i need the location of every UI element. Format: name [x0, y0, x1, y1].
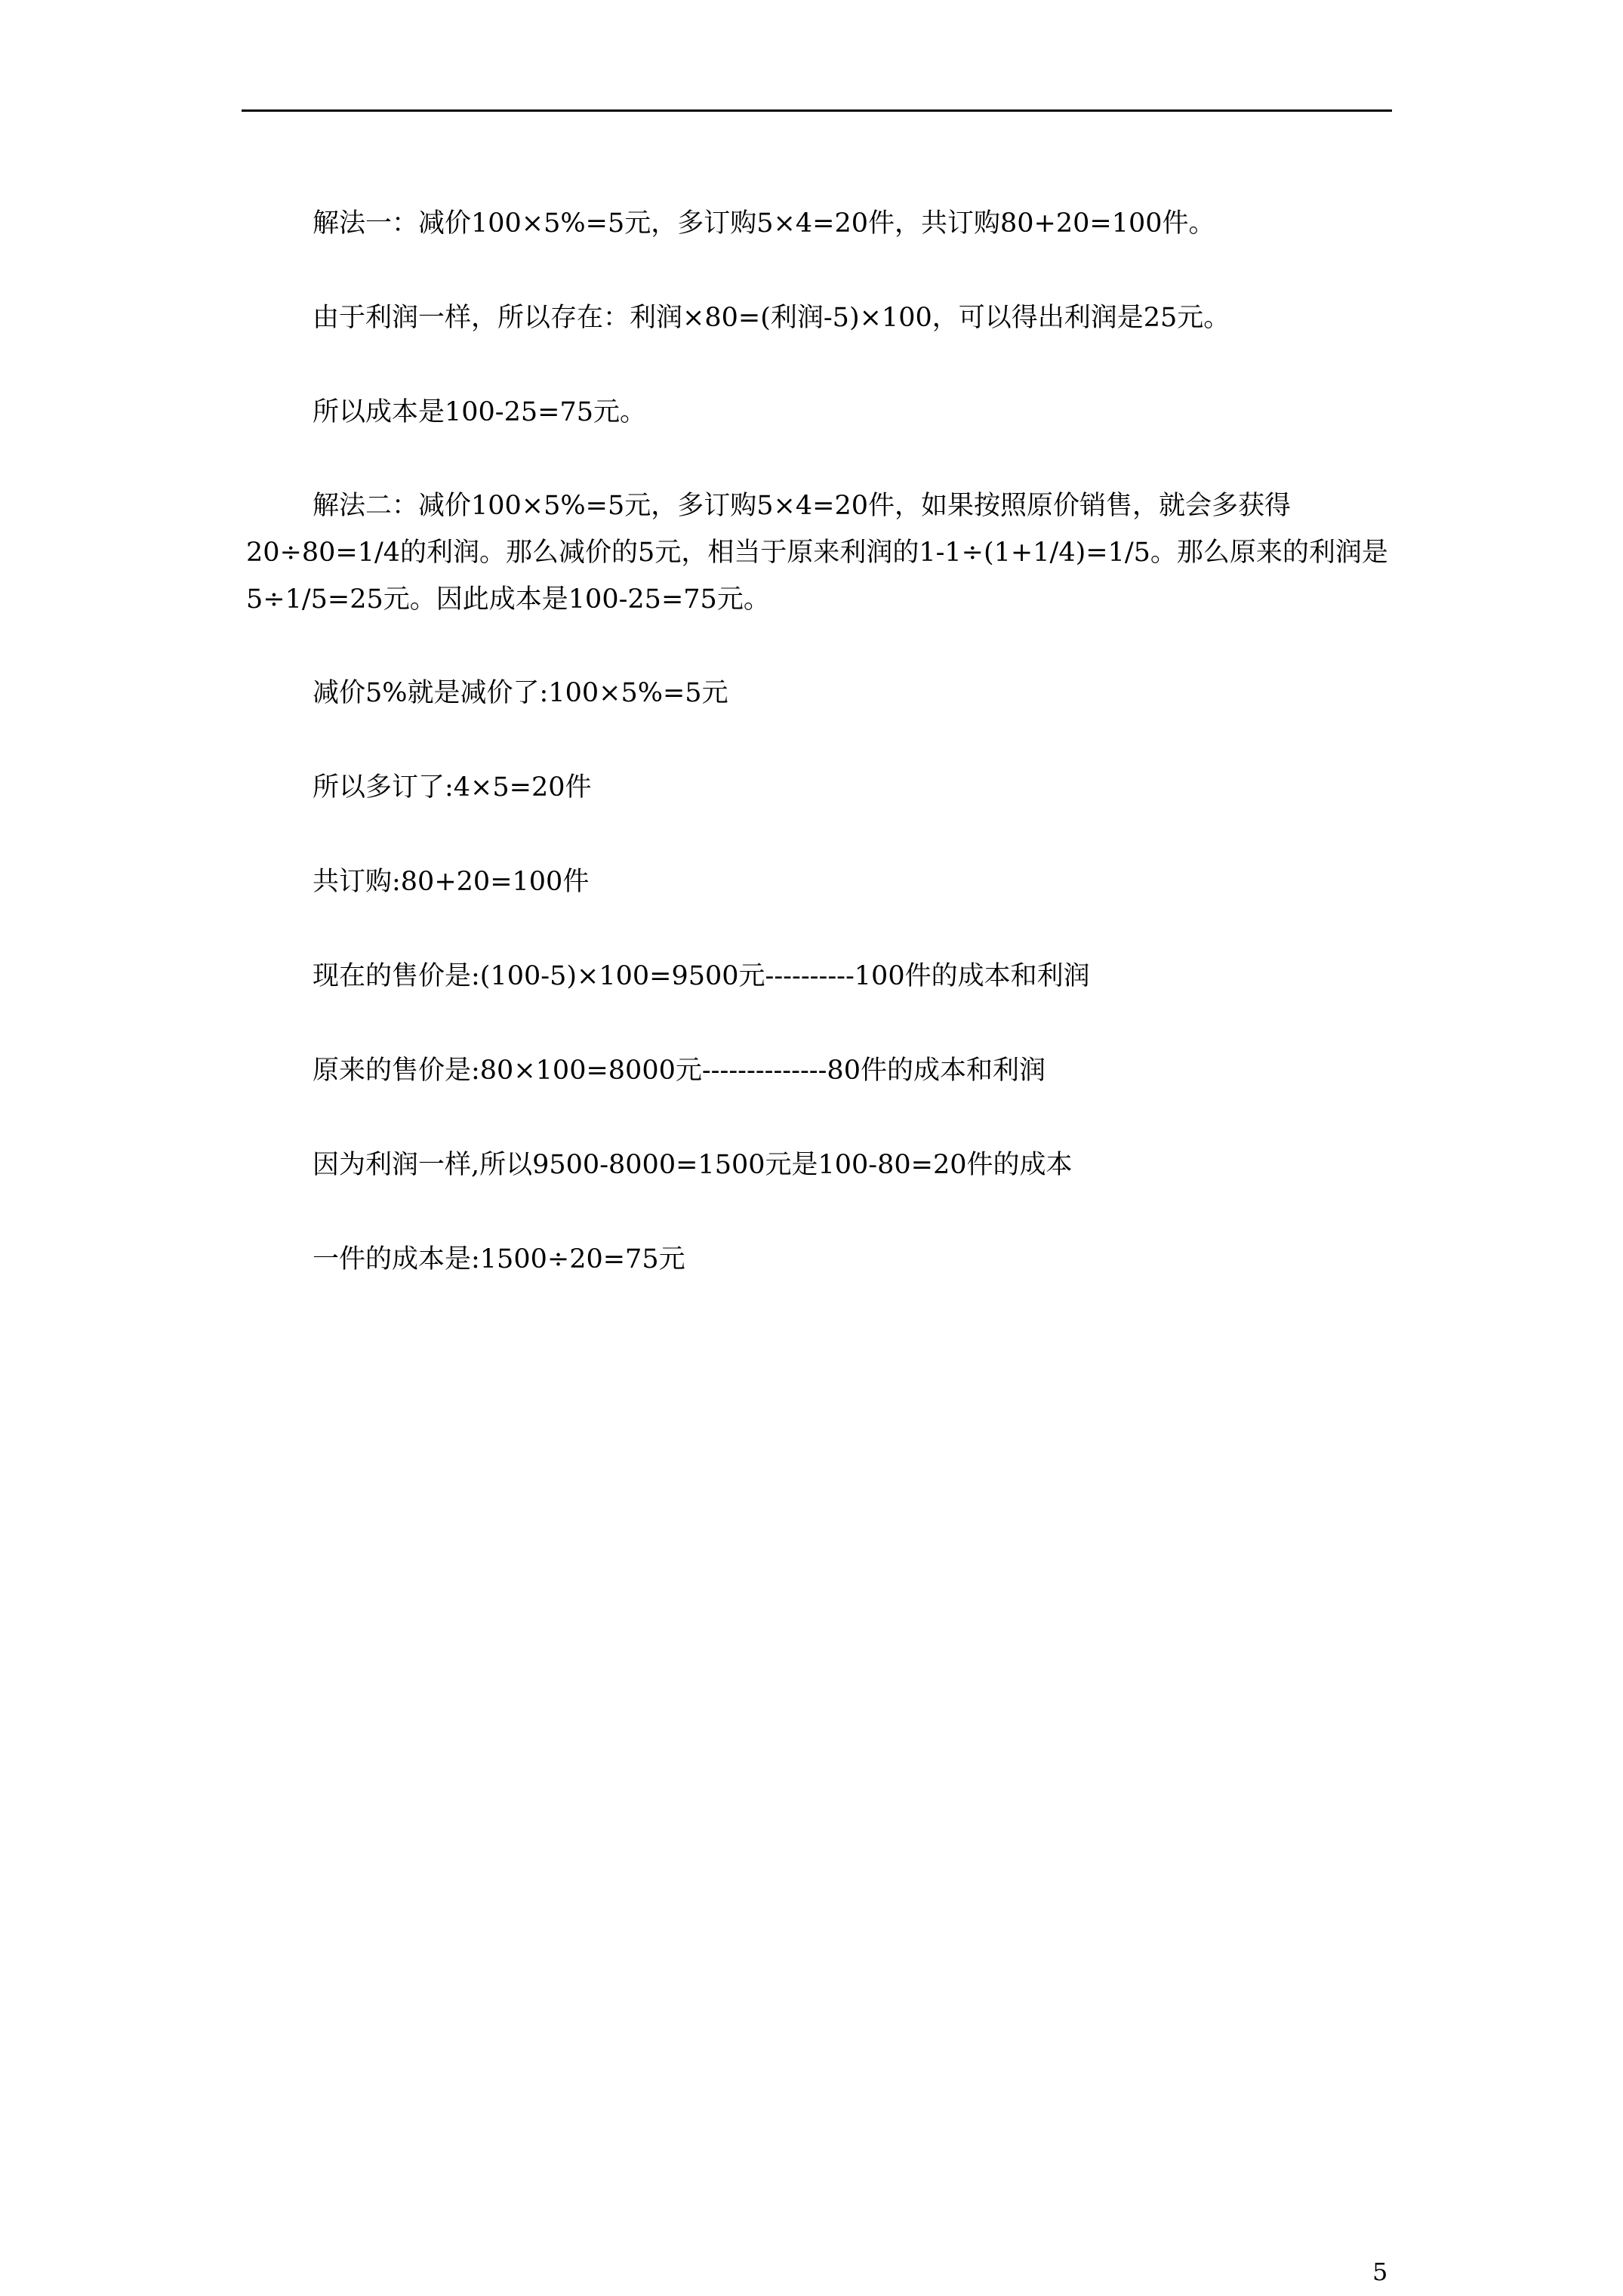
paragraph-total-orders: 共订购:80+20=100件: [313, 867, 590, 897]
page-number: 5: [1372, 2257, 1388, 2286]
document-body: [246, 199, 1392, 1330]
paragraph-profit-equation: 由于利润一样，所以存在：利润×80=(利润-5)×100，可以得出利润是25元。: [313, 303, 1230, 333]
paragraph-original-price: 原来的售价是:80×100=8000元--------------80件的成本和利润: [313, 1056, 1046, 1086]
header-rule: [242, 109, 1392, 112]
paragraph-solution-1: 解法一：减价100×5%=5元，多订购5×4=20件，共订购80+20=100件。: [313, 208, 1215, 239]
paragraph-current-price: 现在的售价是:(100-5)×100=9500元----------100件的成本和利润: [313, 961, 1090, 991]
paragraph-solution-2: 解法二：减价100×5%=5元，多订购5×4=20件，如果按照原价销售，就会多获得20÷80=1/4的利润。那么减价的5元，相当于原来利润的1-1÷(1+1/4)=1/5。那么原来的利润是5÷1/5=25元。因此成本是100-25=75元。: [246, 491, 1388, 615]
paragraph-unit-cost: 一件的成本是:1500÷20=75元: [313, 1244, 685, 1274]
paragraph-cost-result: 所以成本是100-25=75元。: [313, 397, 647, 427]
paragraph-same-profit: 因为利润一样,所以9500-8000=1500元是100-80=20件的成本: [313, 1150, 1073, 1180]
paragraph-discount: 减价5%就是减价了:100×5%=5元: [313, 678, 728, 708]
paragraph-extra-orders: 所以多订了:4×5=20件: [313, 772, 592, 803]
